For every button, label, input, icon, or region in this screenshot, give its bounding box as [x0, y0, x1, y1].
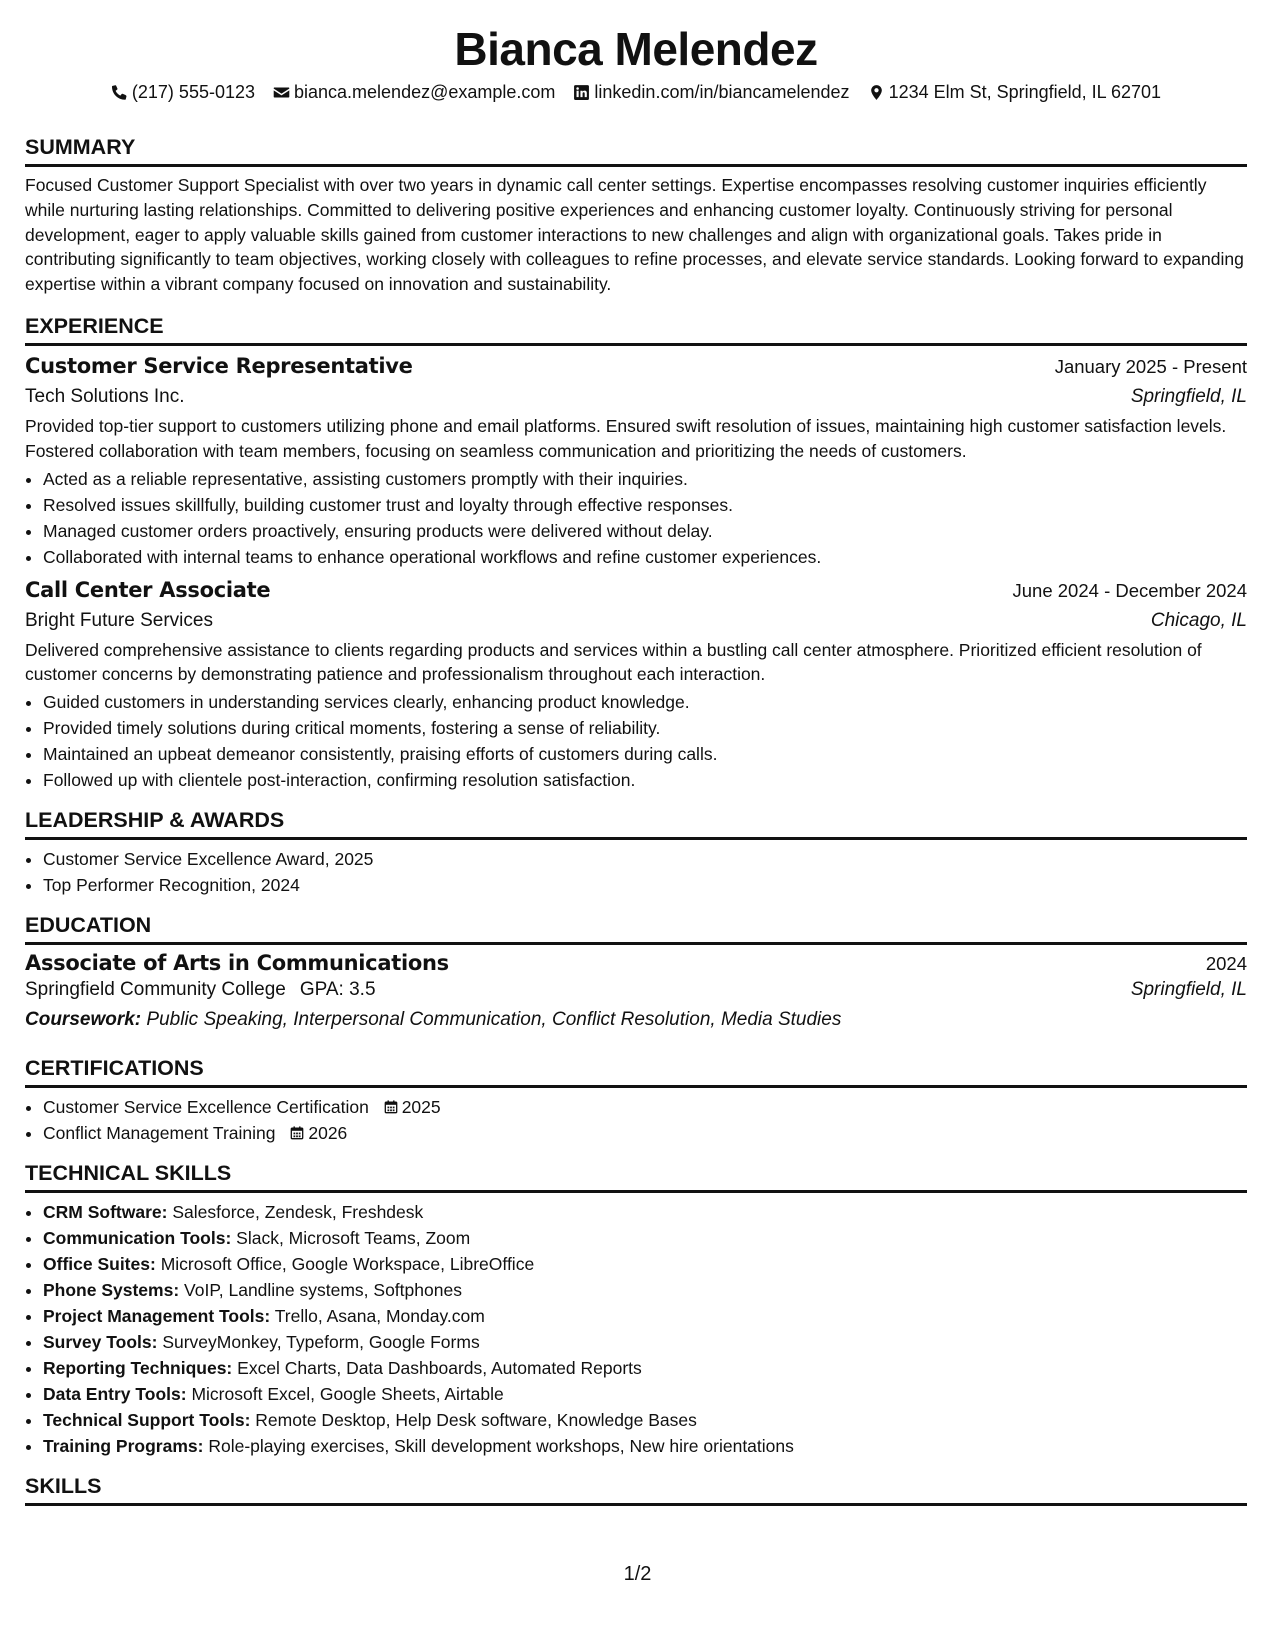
address-text: 1234 Elm St, Springfield, IL 62701: [888, 82, 1162, 102]
list-item: • Resolved issues skillfully, building customer trust and loyalty through effective responses.: [43, 492, 1247, 518]
skill-value: Trello, Asana, Monday.com: [274, 1306, 485, 1327]
envelope-icon: [273, 84, 290, 101]
coursework: [25, 1007, 1247, 1033]
list-item: • Customer Service Excellence Award, 2025: [43, 846, 1247, 872]
job-role: Call Center Associate: [25, 577, 271, 602]
skill-label: Communication Tools:: [43, 1228, 232, 1249]
skill-label: Phone Systems:: [43, 1280, 180, 1301]
job-description: Delivered comprehensive assistance to clients regarding products and services within a bustling call center atmosphere. Prioritized efficient resolution of customer concerns by demonstrating patience and professionalism throughout each interaction.: [25, 639, 1202, 685]
degree-title: Associate of Arts in Communications: [25, 951, 449, 976]
email-text: bianca.melendez@example.com: [294, 82, 556, 102]
job-bullets: [25, 689, 1247, 793]
list-item: • Followed up with clientele post-interaction, confirming resolution satisfaction.: [43, 767, 1247, 793]
job-entry: [25, 578, 1247, 794]
list-item: • Collaborated with internal teams to enhance operational workflows and refine customer experiences.: [43, 544, 1247, 570]
job-company: Bright Future Services: [25, 609, 213, 631]
list-item: • Provided timely solutions during critical moments, fostering a sense of reliability.: [43, 715, 1247, 741]
list-item: • Guided customers in understanding services clearly, enhancing product knowledge.: [43, 689, 1247, 715]
list-item: • Acted as a reliable representative, assisting customers promptly with their inquiries.: [43, 466, 1247, 492]
list-item: [43, 1225, 1247, 1251]
certifications-list: [25, 1094, 1247, 1146]
list-item: [43, 1094, 1247, 1120]
job-location: Chicago, IL: [1150, 609, 1247, 631]
skill-label: Technical Support Tools:: [43, 1410, 251, 1431]
technical-skills-list: [25, 1199, 1247, 1459]
job-entry: [25, 354, 1247, 570]
job-company: Tech Solutions Inc.: [25, 385, 185, 407]
section-title-summary: SUMMARY: [25, 134, 1247, 167]
section-title-technical-skills: TECHNICAL SKILLS: [25, 1160, 1247, 1193]
skill-value: Excel Charts, Data Dashboards, Automated Reports: [237, 1358, 642, 1379]
summary-text: Focused Customer Support Specialist with over two years in dynamic call center settings. Expertise encompasses resolving customer inquiries efficiently while nurturing lasting relationships. Committed to delivering positive experiences and enhancing customer loyalty. Continuously striving for personal development, eager to apply valuable skills gained from customer interactions to new challenges and align with organizational goals. Takes pride in contributing significantly to team objectives, working closely with colleagues to refine processes, and elevate service standards. Looking forward to expanding expertise within a vibrant company focused on innovation and sustainability.: [25, 175, 1244, 295]
cert-name: Customer Service Excellence Certification: [43, 1097, 369, 1118]
education-entry: [25, 951, 1247, 1033]
candidate-name: Bianca Melendez: [454, 23, 818, 75]
linkedin-text: linkedin.com/in/biancamelendez: [594, 82, 850, 102]
contact-address: [868, 80, 1162, 104]
list-item: [43, 1199, 1247, 1225]
skill-label: Office Suites:: [43, 1254, 156, 1275]
list-item: [43, 1407, 1247, 1433]
list-item: [43, 1329, 1247, 1355]
list-item: [43, 1251, 1247, 1277]
section-title-skills: SKILLS: [25, 1473, 1247, 1506]
degree-year: 2024: [1205, 953, 1247, 975]
job-role: Customer Service Representative: [25, 353, 413, 378]
contact-bar: [25, 80, 1247, 104]
section-title-education: EDUCATION: [25, 912, 1247, 945]
job-location: Springfield, IL: [1130, 385, 1247, 407]
contact-email[interactable]: [273, 80, 555, 104]
skill-value: SurveyMonkey, Typeform, Google Forms: [162, 1332, 480, 1353]
cert-year: 2025: [401, 1097, 441, 1118]
cert-year: 2026: [308, 1123, 348, 1144]
skill-label: Reporting Techniques:: [43, 1358, 233, 1379]
skill-value: Salesforce, Zendesk, Freshdesk: [172, 1202, 424, 1223]
list-item: • Top Performer Recognition, 2024: [43, 872, 1247, 898]
coursework-text: Public Speaking, Interpersonal Communication, Conflict Resolution, Media Studies: [146, 1009, 842, 1031]
awards-list: [25, 846, 1247, 898]
resume-page: [25, 20, 1247, 1506]
skill-label: Project Management Tools:: [43, 1306, 271, 1327]
list-item: [43, 1381, 1247, 1407]
job-bullets: [25, 466, 1247, 570]
page-number: 1/2: [623, 1563, 652, 1585]
map-marker-icon: [868, 84, 885, 101]
job-description: Provided top-tier support to customers utilizing phone and email platforms. Ensured swift resolution of issues, maintaining high customer satisfaction levels. Fostered collaboration with team members, focusing on seamless communication and prioritizing the needs of customers.: [25, 415, 1227, 461]
skill-value: Microsoft Office, Google Workspace, LibreOffice: [160, 1254, 535, 1275]
skill-value: Slack, Microsoft Teams, Zoom: [236, 1228, 471, 1249]
gpa-text: GPA: 3.5: [299, 979, 376, 1001]
school-name: Springfield Community College: [25, 979, 286, 1001]
section-title-certifications: CERTIFICATIONS: [25, 1055, 1247, 1088]
contact-phone[interactable]: [111, 80, 255, 104]
list-item: [43, 1303, 1247, 1329]
cert-name: Conflict Management Training: [43, 1123, 276, 1144]
list-item: [43, 1433, 1247, 1459]
skill-value: VoIP, Landline systems, Softphones: [184, 1280, 462, 1301]
section-title-awards: LEADERSHIP & AWARDS: [25, 807, 1247, 840]
job-dates: June 2024 - December 2024: [1012, 579, 1247, 601]
calendar-icon: [290, 1126, 304, 1140]
list-item: [43, 1355, 1247, 1381]
phone-icon: [111, 84, 128, 101]
linkedin-icon: [573, 84, 590, 101]
skill-value: Microsoft Excel, Google Sheets, Airtable: [191, 1384, 504, 1405]
skill-label: Training Programs:: [43, 1436, 204, 1457]
job-dates: January 2025 - Present: [1054, 355, 1247, 377]
calendar-icon: [384, 1100, 398, 1114]
list-item: • Managed customer orders proactively, ensuring products were delivered without delay.: [43, 518, 1247, 544]
skill-label: Survey Tools:: [43, 1332, 158, 1353]
section-title-experience: EXPERIENCE: [25, 313, 1247, 346]
list-item: • Maintained an upbeat demeanor consistently, praising efforts of customers during calls.: [43, 741, 1247, 767]
skill-value: Remote Desktop, Help Desk software, Knowledge Bases: [255, 1410, 697, 1431]
skill-label: CRM Software:: [43, 1202, 168, 1223]
skill-label: Data Entry Tools:: [43, 1384, 187, 1405]
list-item: [43, 1277, 1247, 1303]
phone-text: (217) 555-0123: [131, 82, 255, 102]
contact-linkedin[interactable]: [573, 80, 849, 104]
skill-value: Role-playing exercises, Skill development workshops, New hire orientations: [208, 1436, 794, 1457]
list-item: [43, 1120, 1247, 1146]
school-location: Springfield, IL: [1130, 979, 1247, 1001]
coursework-label: Coursework:: [25, 1009, 142, 1031]
